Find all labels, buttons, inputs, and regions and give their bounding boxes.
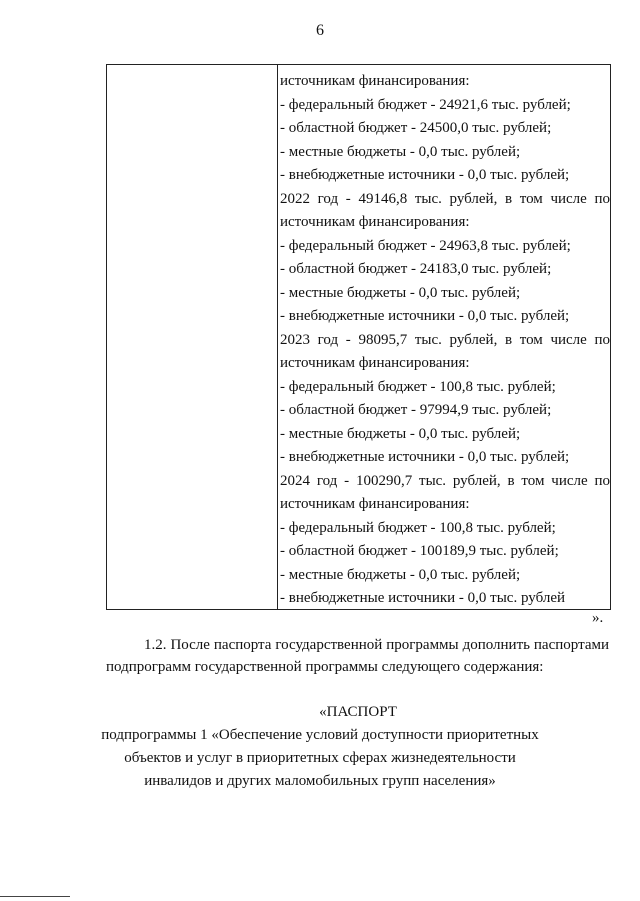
cell-line: - федеральный бюджет - 100,8 тыс. рублей; — [280, 378, 556, 395]
cell-line: источникам финансирования: — [280, 73, 470, 89]
cell-line: 2023 год - 98095,7 тыс. рублей, в том числе по — [280, 331, 610, 348]
financing-cell — [280, 70, 610, 611]
page-number: 6 — [316, 22, 324, 39]
cell-line: 2022 год - 49146,8 тыс. рублей, в том числе по — [280, 190, 610, 207]
cell-line: - областной бюджет - 100189,9 тыс. рублей; — [280, 543, 559, 559]
passport-title-line: инвалидов и других маломобильных групп населения» — [144, 773, 496, 789]
closing-quote-mark: ». — [592, 610, 604, 626]
cell-line: - федеральный бюджет - 24921,6 тыс. рублей; — [280, 96, 571, 113]
cell-line: - внебюджетные источники - 0,0 тыс. рублей; — [280, 449, 570, 465]
cell-line: - внебюджетные источники - 0,0 тыс. рублей — [280, 590, 565, 606]
cell-line: источникам финансирования: — [280, 355, 470, 371]
cell-line: 2024 год - 100290,7 тыс. рублей, в том числе по — [280, 472, 610, 489]
cell-line: - местные бюджеты - 0,0 тыс. рублей; — [280, 284, 521, 301]
cell-line: источникам финансирования: — [280, 496, 470, 512]
cell-line: - областной бюджет - 24500,0 тыс. рублей; — [280, 120, 552, 136]
cell-line: - местные бюджеты - 0,0 тыс. рублей; — [280, 143, 521, 160]
financing-table — [106, 64, 611, 610]
item-1-2 — [106, 634, 609, 678]
cell-line: - областной бюджет - 24183,0 тыс. рублей; — [280, 261, 552, 277]
passport-heading: «ПАСПОРТ — [319, 704, 397, 720]
cell-line: - внебюджетные источники - 0,0 тыс. рублей; — [280, 308, 570, 324]
cell-line: источникам финансирования: — [280, 214, 470, 230]
footnote-rule — [0, 896, 70, 897]
cell-line: - местные бюджеты - 0,0 тыс. рублей; — [280, 425, 521, 442]
cell-line: - федеральный бюджет - 100,8 тыс. рублей; — [280, 519, 556, 536]
item-1-2-text: 1.2. После паспорта государственной программы дополнить паспортами подпрограмм государственной программы следующего содержания: — [106, 637, 609, 675]
cell-line: - местные бюджеты - 0,0 тыс. рублей; — [280, 566, 521, 583]
cell-line: - федеральный бюджет - 24963,8 тыс. рублей; — [280, 237, 571, 254]
cell-line: - областной бюджет - 97994,9 тыс. рублей; — [280, 402, 552, 418]
passport-title-line: объектов и услуг в приоритетных сферах жизнедеятельности — [124, 750, 516, 766]
cell-line: - внебюджетные источники - 0,0 тыс. рублей; — [280, 167, 570, 183]
passport-title-line: подпрограммы 1 «Обеспечение условий доступности приоритетных — [101, 727, 539, 743]
column-divider — [277, 65, 278, 609]
passport-title — [0, 701, 640, 793]
